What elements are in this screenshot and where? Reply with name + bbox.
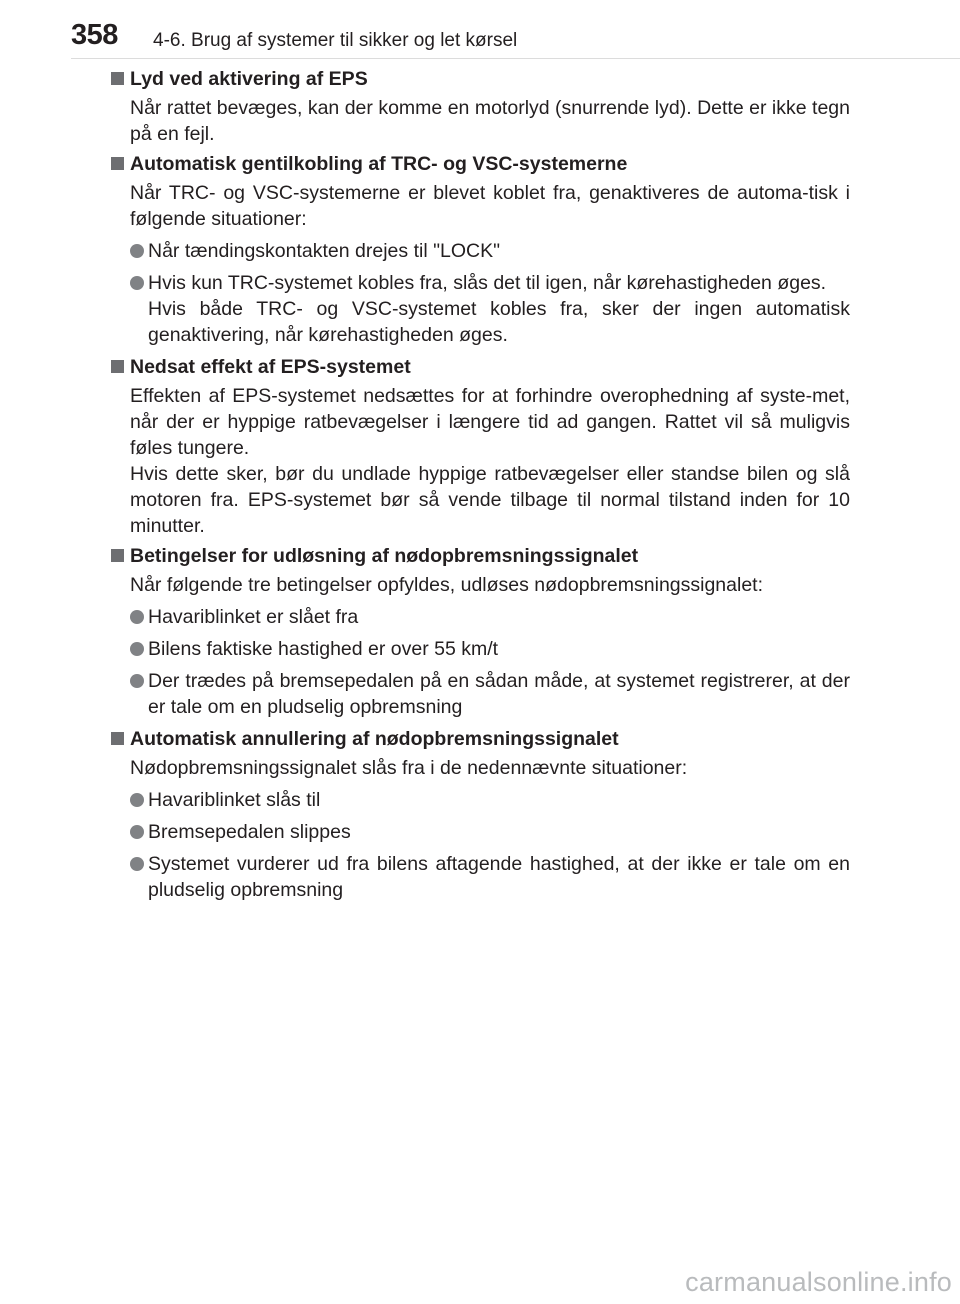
square-bullet-icon: [111, 549, 124, 562]
circle-bullet-icon: [130, 642, 144, 656]
square-bullet-icon: [111, 157, 124, 170]
circle-bullet-icon: [130, 825, 144, 839]
section-eps-reduced-power: [111, 354, 850, 539]
list-item-text-continued: Hvis både TRC- og VSC-systemet kobles fra, sker der ingen automatisk genaktivering, når kørehastigheden øges.: [148, 298, 850, 346]
list-item-text: Bremsepedalen slippes: [148, 821, 351, 843]
circle-bullet-icon: [130, 674, 144, 688]
section-heading-text: Nedsat effekt af EPS-systemet: [130, 356, 411, 378]
list-item-text: Bilens faktiske hastighed er over 55 km/t: [148, 638, 499, 660]
section-heading: [111, 543, 850, 569]
list-item-text: Når tændingskontakten drejes til "LOCK": [148, 240, 501, 262]
list-item-text: Havariblinket slås til: [148, 789, 321, 811]
list-item: [111, 819, 850, 845]
list-item-text: Havariblinket er slået fra: [148, 606, 359, 628]
page-body: [111, 66, 850, 909]
circle-bullet-icon: [130, 244, 144, 258]
page-number: 358: [71, 19, 118, 51]
square-bullet-icon: [111, 732, 124, 745]
square-bullet-icon: [111, 72, 124, 85]
list-item: [111, 787, 850, 813]
paragraph: Effekten af EPS-systemet nedsættes for at forhindre overophedning af syste-met, når der er hyppige ratbevægelser i længere tid ad gangen. Rattet vil så muligvis føles tungere.: [130, 385, 850, 459]
section-heading: [111, 66, 850, 92]
section-heading-text: Betingelser for udløsning af nødopbremsningssignalet: [130, 545, 639, 567]
circle-bullet-icon: [130, 610, 144, 624]
list-item: [111, 238, 850, 264]
section-emergency-signal-cancellation: [111, 726, 850, 903]
paragraph: Når rattet bevæges, kan der komme en motorlyd (snurrende lyd). Dette er ikke tegn på en fejl.: [130, 97, 850, 145]
section-heading-text: Automatisk gentilkobling af TRC- og VSC-systemerne: [130, 153, 628, 175]
list-item-text: Systemet vurderer ud fra bilens aftagende hastighed, at der ikke er tale om en pludselig opbremsning: [148, 853, 850, 901]
list-item: [111, 851, 850, 903]
chapter-title: 4-6. Brug af systemer til sikker og let kørsel: [153, 30, 518, 51]
list-item-text: Der trædes på bremsepedalen på en sådan måde, at systemet registrerer, at der er tale om en pludselig opbremsning: [148, 670, 850, 718]
header-divider: [71, 58, 960, 59]
section-heading-text: Lyd ved aktivering af EPS: [130, 68, 368, 90]
section-heading: [111, 354, 850, 380]
circle-bullet-icon: [130, 857, 144, 871]
section-heading: [111, 726, 850, 752]
paragraph: Nødopbremsningssignalet slås fra i de nedennævnte situationer:: [130, 757, 688, 779]
square-bullet-icon: [111, 360, 124, 373]
list-item: [111, 604, 850, 630]
section-emergency-signal-conditions: [111, 543, 850, 720]
paragraph: Hvis dette sker, bør du undlade hyppige ratbevægelser eller standse bilen og slå motoren fra. EPS-systemet bør så vende tilbage til normal tilstand inden for 10 minutter.: [130, 463, 850, 537]
paragraph: Når følgende tre betingelser opfyldes, udløses nødopbremsningssignalet:: [130, 574, 764, 596]
section-heading: [111, 151, 850, 177]
section-heading-text: Automatisk annullering af nødopbremsningssignalet: [130, 728, 619, 750]
circle-bullet-icon: [130, 793, 144, 807]
section-trc-vsc-reactivation: [111, 151, 850, 348]
list-item: [111, 636, 850, 662]
list-item: [111, 668, 850, 720]
list-item-text: Hvis kun TRC-systemet kobles fra, slås det til igen, når kørehastigheden øges.: [148, 272, 827, 294]
list-item: [111, 270, 850, 348]
section-eps-sound: [111, 66, 850, 147]
watermark: carmanualsonline.info: [685, 1267, 952, 1297]
page-header: [71, 18, 960, 58]
paragraph: Når TRC- og VSC-systemerne er blevet koblet fra, genaktiveres de automa-tisk i følgende situationer:: [130, 182, 850, 230]
circle-bullet-icon: [130, 276, 144, 290]
